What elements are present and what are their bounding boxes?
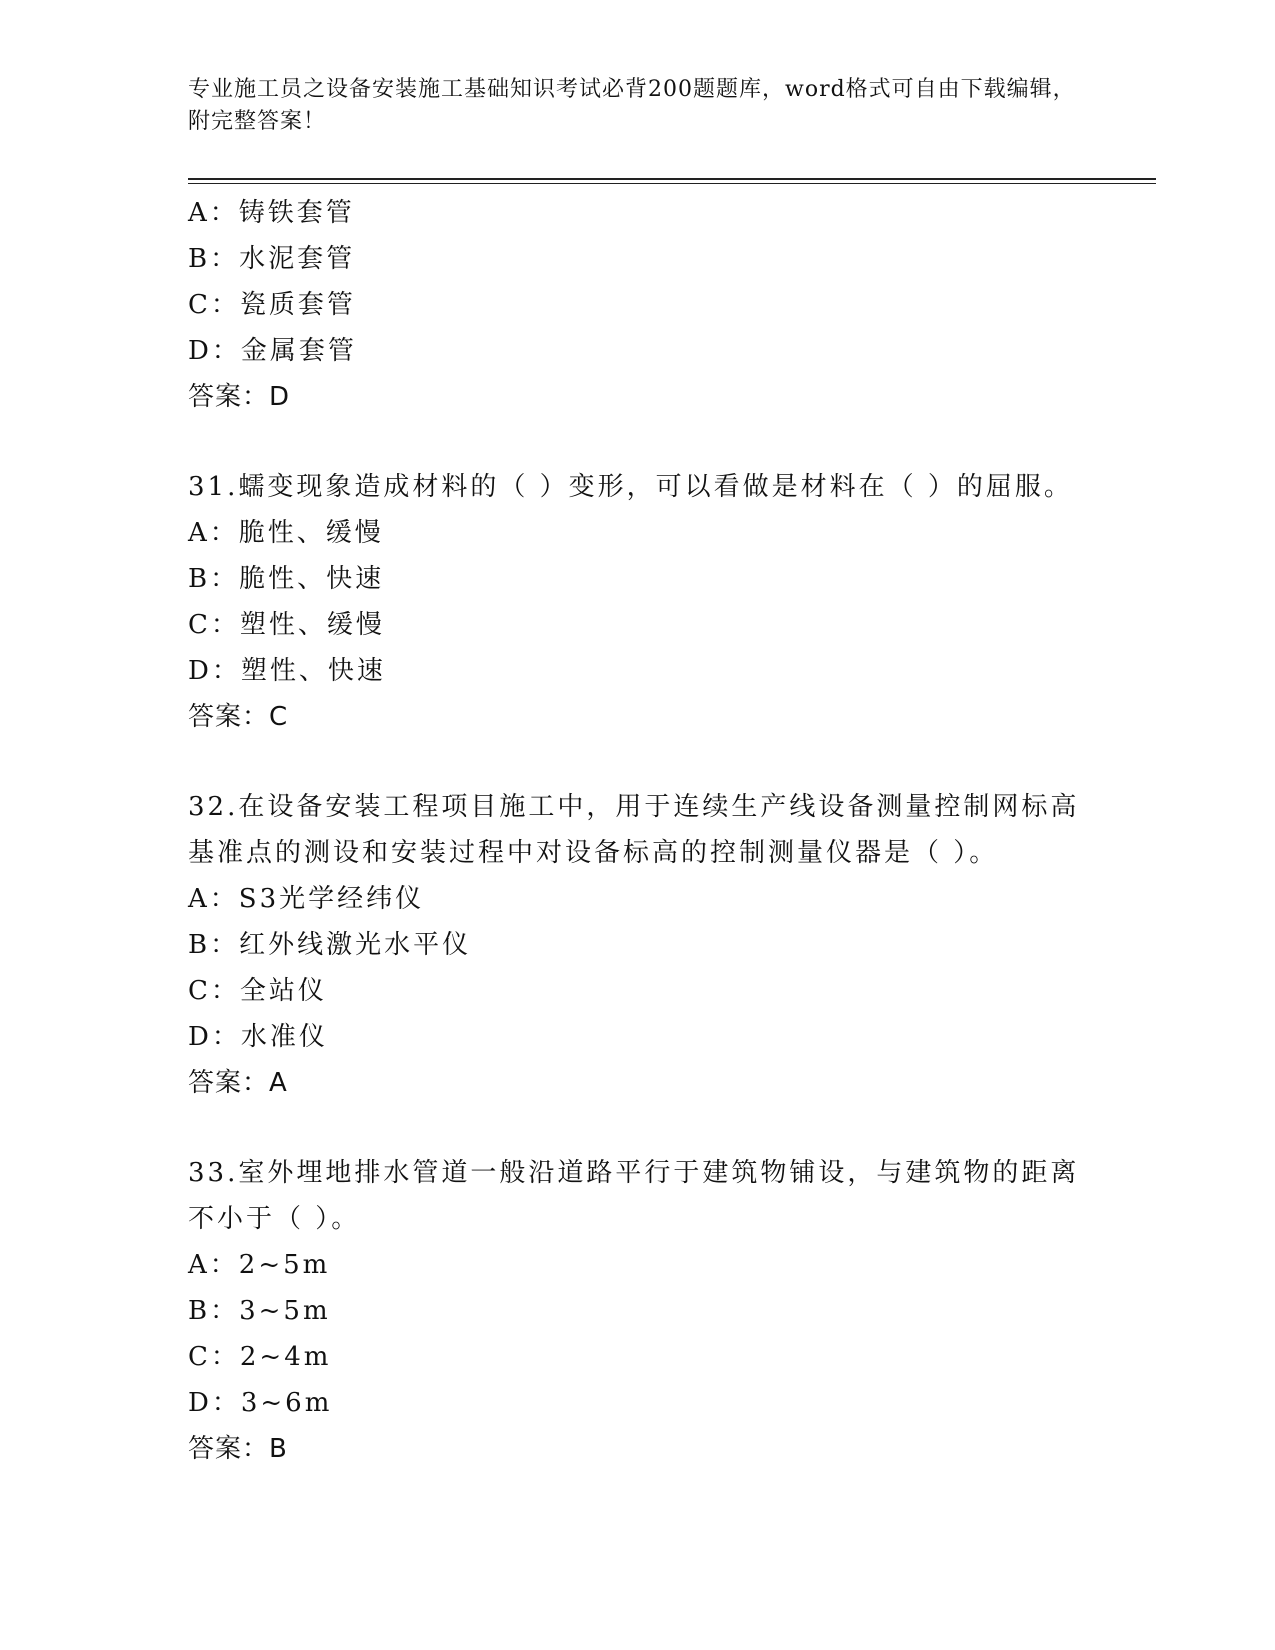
option-a: A：2~5m — [188, 1250, 331, 1280]
header-divider-thin — [188, 183, 1156, 184]
answer-text: 答案：B — [188, 1434, 288, 1464]
answer-text: 答案：D — [188, 382, 291, 412]
question-33 — [188, 1150, 1088, 1472]
option-d: D：水准仪 — [188, 1022, 328, 1052]
question-32 — [188, 784, 1088, 1106]
option-a: A：S3光学经纬仪 — [188, 884, 425, 914]
option-d: D：塑性、快速 — [188, 656, 386, 686]
option-c: C：瓷质套管 — [188, 290, 356, 320]
option-d: D：3~6m — [188, 1388, 333, 1418]
document-body — [188, 190, 1088, 1472]
question-stem-line-2: 不小于（ ）。 — [188, 1204, 361, 1234]
option-b: B：3~5m — [188, 1296, 331, 1326]
option-b: B：水泥套管 — [188, 244, 356, 274]
question-31 — [188, 464, 1088, 740]
header-divider — [188, 178, 1156, 180]
option-c: C：2~4m — [188, 1342, 332, 1372]
option-a: A：脆性、缓慢 — [188, 518, 384, 548]
question-stem: 31.蠕变现象造成材料的（ ）变形，可以看做是材料在（ ）的屈服。 — [188, 472, 1073, 502]
partial-question — [188, 190, 1088, 420]
option-c: C：塑性、缓慢 — [188, 610, 385, 640]
option-b: B：红外线激光水平仪 — [188, 930, 472, 960]
option-a: A：铸铁套管 — [188, 198, 355, 228]
option-b: B：脆性、快速 — [188, 564, 385, 594]
question-stem-line-1: 33.室外埋地排水管道一般沿道路平行于建筑物铺设，与建筑物的距离 — [188, 1158, 1080, 1188]
option-d: D：金属套管 — [188, 336, 357, 366]
question-stem-line-2: 基准点的测设和安装过程中对设备标高的控制测量仪器是（ ）。 — [188, 838, 999, 868]
answer-text: 答案：A — [188, 1068, 288, 1098]
question-stem-line-1: 32.在设备安装工程项目施工中，用于连续生产线设备测量控制网标高 — [188, 792, 1080, 822]
answer-text: 答案：C — [188, 702, 289, 732]
option-c: C：全站仪 — [188, 976, 327, 1006]
page-header: 专业施工员之设备安装施工基础知识考试必背200题题库，word格式可自由下载编辑，附完整答案！ — [188, 77, 1076, 134]
